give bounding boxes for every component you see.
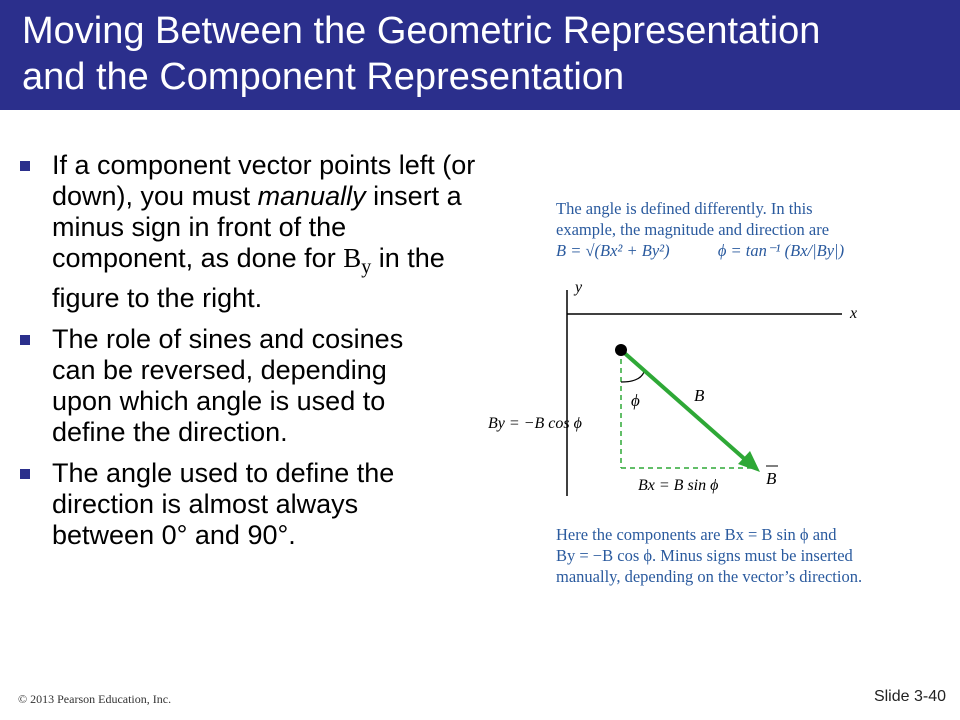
bullet-list xyxy=(18,150,488,561)
bullet-item xyxy=(18,324,452,448)
bx-component-label: Bx = B sin ϕ xyxy=(638,477,719,494)
x-axis-label: x xyxy=(850,305,858,322)
bullet-square-icon xyxy=(20,161,30,171)
bullet-text: If a component vector points left (or down), you must xyxy=(52,150,476,211)
bullet-square-icon xyxy=(20,469,30,479)
copyright-text: © 2013 Pearson Education, Inc. xyxy=(18,692,172,706)
slide-number: Slide 3-40 xyxy=(873,688,946,705)
b-vector-label: B xyxy=(766,469,777,488)
title-line-2: and the Component Representation xyxy=(22,56,625,98)
phi-label: ϕ xyxy=(631,391,640,410)
caption-line: example, the magnitude and direction are xyxy=(556,220,830,239)
vector-b-line xyxy=(621,350,748,462)
bullet-text: The role of sines and cosines can be reversed, depending upon which angle is used to define the direction. xyxy=(52,324,404,447)
caption-line: The angle is defined differently. In this xyxy=(556,199,813,218)
bullet-text: insert a minus sign in front of the component, as done for xyxy=(52,181,462,273)
by-component-label: By = −B cos ϕ xyxy=(488,415,582,432)
angle-arc xyxy=(621,372,644,382)
title-bar xyxy=(0,0,960,110)
bullet-square-icon xyxy=(20,335,30,345)
bullet-item xyxy=(18,458,462,551)
magnitude-formula: B = √(Bx² + By²) xyxy=(556,241,670,260)
math-variable: B xyxy=(343,243,362,273)
caption-line: By = −B cos ϕ. Minus signs must be inserted xyxy=(556,546,853,565)
bullet-item xyxy=(18,150,488,314)
figure-caption-top xyxy=(556,198,936,261)
vector-tail-dot xyxy=(615,344,627,356)
slide-title xyxy=(22,8,952,100)
y-axis-label: y xyxy=(575,279,583,296)
caption-line: manually, depending on the vector’s direction. xyxy=(556,567,863,586)
bullet-text: in the figure to the right. xyxy=(52,243,445,313)
vector-diagram xyxy=(480,270,880,510)
b-magnitude-label: B xyxy=(694,386,705,405)
bullet-emphasis: manually xyxy=(257,181,366,211)
formula-row xyxy=(556,240,936,261)
bullet-text: The angle used to define the direction is almost always between 0° and 90°. xyxy=(52,458,395,550)
title-line-1: Moving Between the Geometric Representation xyxy=(22,10,821,52)
caption-line: Here the components are Bx = B sin ϕ and xyxy=(556,525,837,544)
angle-formula: ϕ = tan⁻¹ (Bx/|By|) xyxy=(717,241,845,260)
math-subscript: y xyxy=(361,256,372,278)
figure-caption-bottom xyxy=(556,524,956,587)
